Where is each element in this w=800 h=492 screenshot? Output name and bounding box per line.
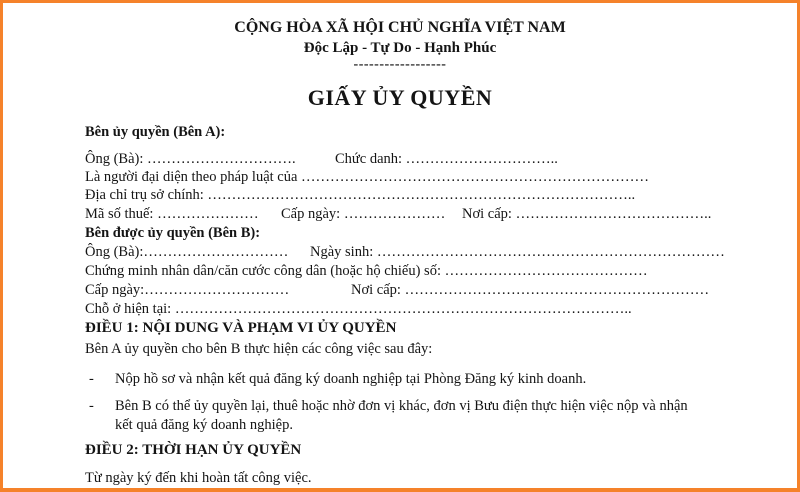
national-motto: Độc Lập - Tự Do - Hạnh Phúc	[303, 40, 497, 56]
party-a-tax-code-field: Mã số thuế: …………………	[85, 206, 259, 222]
party-a-address-field: Địa chỉ trụ sở chính: ……………………………………………………………………………..	[85, 187, 636, 203]
party-b-issue-date-field: Cấp ngày:…………………………	[85, 282, 290, 298]
party-a-issue-date-field: Cấp ngày: …………………	[281, 206, 446, 222]
party-b-residence-field: Chỗ ở hiện tại: …………………………………………………………………………………..	[85, 301, 632, 317]
party-b-id-field: Chứng minh nhân dân/căn cước công dân (hoặc hộ chiếu) số: ……………………………………	[85, 263, 648, 279]
party-b-name-field: Ông (Bà):…………………………	[85, 244, 289, 260]
article-1-item-2-line-2: kết quả đăng ký doanh nghiệp.	[115, 417, 293, 433]
article-2-heading: ĐIỀU 2: THỜI HẠN ỦY QUYỀN	[85, 442, 302, 458]
party-b-issue-place-field: Nơi cấp: ………………………………………………………	[351, 282, 710, 298]
bullet-dash-icon: -	[89, 371, 94, 387]
article-1-item-1: Nộp hồ sơ và nhận kết quả đăng ký doanh nghiệp tại Phòng Đăng ký kinh doanh.	[115, 371, 587, 387]
bullet-dash-icon: -	[89, 398, 94, 414]
nation-heading: CỘNG HÒA XÃ HỘI CHỦ NGHĨA VIỆT NAM	[234, 19, 566, 36]
party-b-dob-field: Ngày sinh: ………………………………………………………………	[310, 244, 725, 260]
article-2-text: Từ ngày ký đến khi hoàn tất công việc.	[85, 470, 312, 486]
document-title: GIẤY ỦY QUYỀN	[307, 85, 493, 110]
party-b-heading: Bên được ủy quyền (Bên B):	[85, 225, 261, 241]
party-a-representative-field: Là người đại diện theo pháp luật của ………………………………………………………………	[85, 169, 650, 185]
article-1-item-2-line-1: Bên B có thể ủy quyền lại, thuê hoặc nhờ đơn vị khác, đơn vị Bưu điện thực hiện việc nộp và nhận	[115, 398, 688, 414]
party-a-issue-place-field: Nơi cấp: …………………………………..	[462, 206, 712, 222]
party-a-name-field: Ông (Bà): ………………………….	[85, 151, 296, 167]
party-a-position-field: Chức danh: …………………………..	[335, 151, 558, 167]
party-a-heading: Bên ủy quyền (Bên A):	[85, 124, 226, 140]
article-1-intro: Bên A ủy quyền cho bên B thực hiện các công việc sau đây:	[85, 341, 433, 357]
header-separator: ------------------	[353, 57, 447, 72]
article-1-heading: ĐIỀU 1: NỘI DUNG VÀ PHẠM VI ỦY QUYỀN	[85, 320, 397, 336]
